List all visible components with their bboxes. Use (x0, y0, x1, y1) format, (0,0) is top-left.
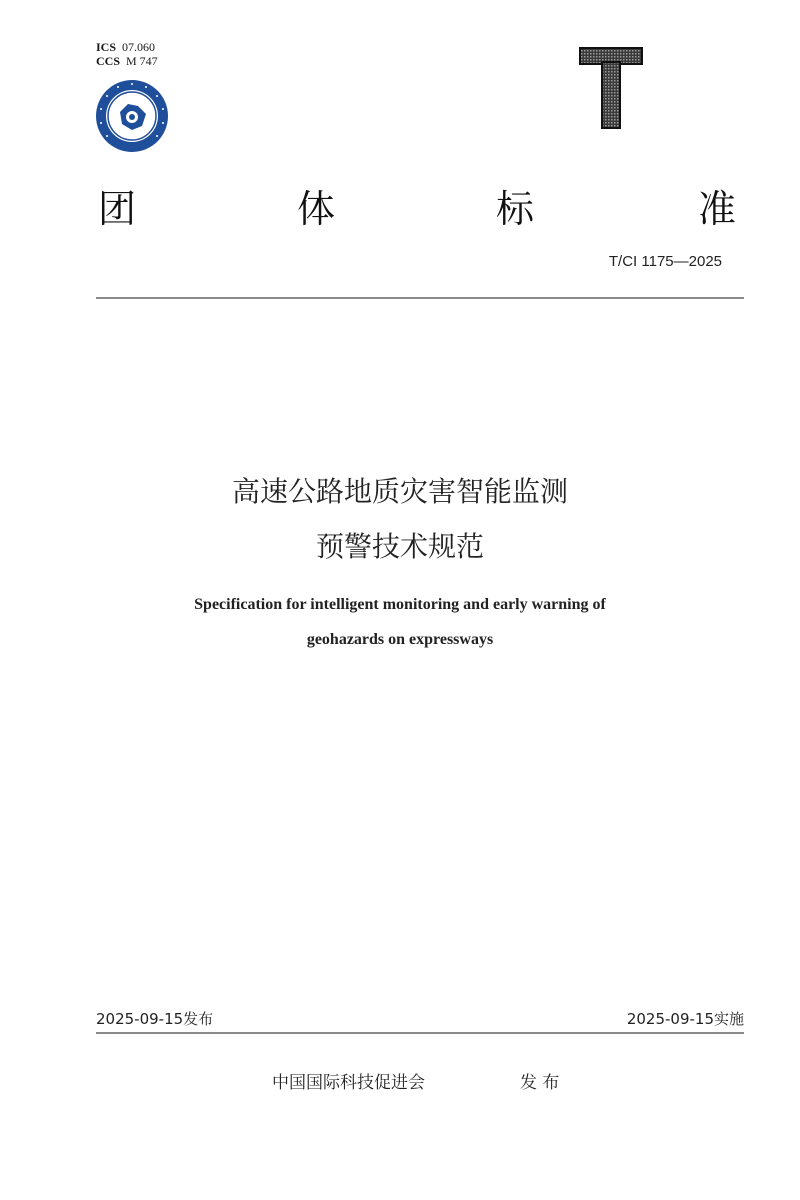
category-char-1: 团 (98, 187, 137, 231)
title-zh-line1: 高速公路地质灾害智能监测 (231, 475, 568, 508)
title-en-line1: Specification for intelligent monitoring and early warning of (194, 596, 606, 613)
implement-date: 2025-09-15实施 (626, 1010, 744, 1028)
header-divider (96, 297, 744, 299)
ccs-value: M 747 (126, 54, 158, 68)
ccs-label: CCS (96, 54, 121, 68)
organization-seal-icon (94, 78, 170, 154)
t-standard-mark (578, 44, 644, 132)
category-char-3: 标 (496, 187, 535, 231)
title-zh-line2: 预警技术规范 (315, 530, 484, 563)
ics-value: 07.060 (122, 40, 156, 54)
title-en-line2: geohazards on expressways (306, 631, 494, 648)
footer-divider (96, 1032, 744, 1034)
issue-word: 发 布 (520, 1073, 560, 1093)
classification-codes (96, 40, 158, 68)
category-char-2: 体 (297, 187, 336, 231)
issuer-name: 中国国际科技促进会 (272, 1073, 425, 1093)
category-char-4: 准 (698, 187, 737, 231)
ccs-code-row (96, 54, 158, 68)
standard-number: T/CI 1175—2025 (608, 253, 722, 270)
ics-code-row (96, 40, 158, 54)
ics-label: ICS (96, 40, 117, 54)
publish-date: 2025-09-15发布 (96, 1010, 214, 1028)
